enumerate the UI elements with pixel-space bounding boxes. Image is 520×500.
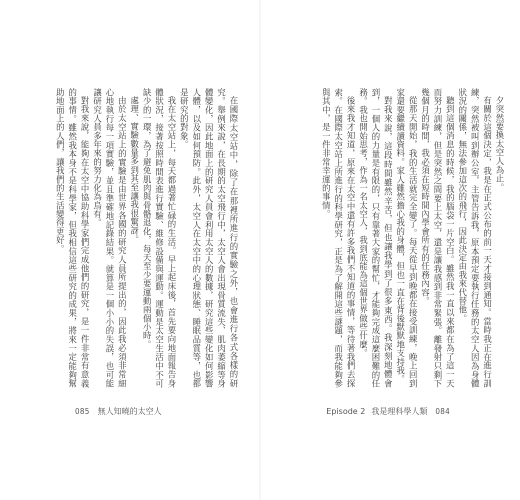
episode-label: Episode 2	[326, 407, 366, 416]
left-paragraph-4: 由於太空站上的實驗是由世界各國的研究人員所提出的，因此我必須非常細心地執行每一項實驗，並且準確地記錄結果。就算是一個小小的失誤，也可能讓研究人員多年來的努力化為烏有。	[92, 88, 128, 388]
right-page-body	[280, 88, 506, 388]
left-page-number: 085	[75, 407, 90, 416]
right-page	[260, 0, 520, 500]
right-page-footer	[326, 406, 450, 417]
left-page-footer	[75, 406, 162, 417]
right-paragraph-2: 有關於這個決定，我是在正式公布的前一天才接到通知。當時我正在進行訓練，突然被叫到辦公室，主管告訴我，原本預定要執行任務的太空人因為身體狀況的關係，無法參加這次的飛行，因此決定由我來代替他。	[457, 88, 493, 388]
right-paragraph-3: 聽到這個消息的時候，我的腦袋一片空白。雖然我一直以來都在為了這一天而努力訓練，但是突然之間要上太空，還是讓我感到非常緊張。離發射只剩下幾個月的時間，我必須在短時間內學會所有的任務內容。	[420, 88, 456, 388]
left-paragraph-1: 在國際太空站中，除了在那裡所進行的實驗之外，也會進行各式各樣的研究。舉例來說，在長期的太空飛行中，太空人會出現骨質流失、肌肉萎縮等身體變化，因此地面上的研究人員會利用太空人的數據，研究這些變化如何影響人體，以及如何預防。此外，太空人在太空中的心理狀態、睡眠品質等，也都是研究的對象。	[179, 88, 239, 388]
right-page-number: 084	[435, 407, 450, 416]
right-paragraph-1: 夕突然要換太空人為止。	[495, 96, 505, 192]
left-paragraph-2: 我在太空站上，每天都過著忙碌的生活。早上起床後，首先要向地面報告身體狀況，接著按照時間表進行實驗、維修設備與運動。運動是太空生活中不可缺少的一環，為了避免肌肉與骨骼退化，每天至少要運動兩個小時。	[142, 88, 177, 388]
right-running-title: 我是理科學人類	[371, 407, 428, 416]
left-page-body	[26, 88, 240, 388]
right-paragraph-4: 從那天開始，我的生活就完全變了。每天從早到晚都在接受訓練，晚上回到家還要繼續讀資料。家人雖然擔心我的身體，但也一直在背後默默地支持我。	[395, 88, 419, 388]
right-paragraph-6: 後來我才知道，原來在太空中還有許多我們不知道的事情，等待著我們去探索。在國際太空站上所進行的科學研究，正是為了解開這些謎題，而我能夠參與其中，是一件非常幸運的事情。	[321, 88, 357, 388]
right-paragraph-5: 對我來說，這段時間雖然辛苦，但也讓我學到了很多東西。我深刻地體會到，一個人的力量是有限的，只有靠著大家的幫忙，才能夠完成這麼困難的任務。我也開始思考，作為一名太空人，我到底能為這個世界做些什麼。	[358, 88, 394, 388]
left-paragraph-3: 處理、實驗數量多到其至讓我很驚訝。	[129, 96, 140, 245]
left-running-title: 無人知曉的太空人	[97, 407, 162, 416]
left-paragraph-5: 對我來說，能夠在太空中協助科學家們完成他們的研究，是一件非常有意義的事情。雖然我本身不是科學家，但我相信這些研究的成果，將來一定能夠幫助地面上的人們，讓我們的生活變得更好。	[55, 88, 91, 388]
